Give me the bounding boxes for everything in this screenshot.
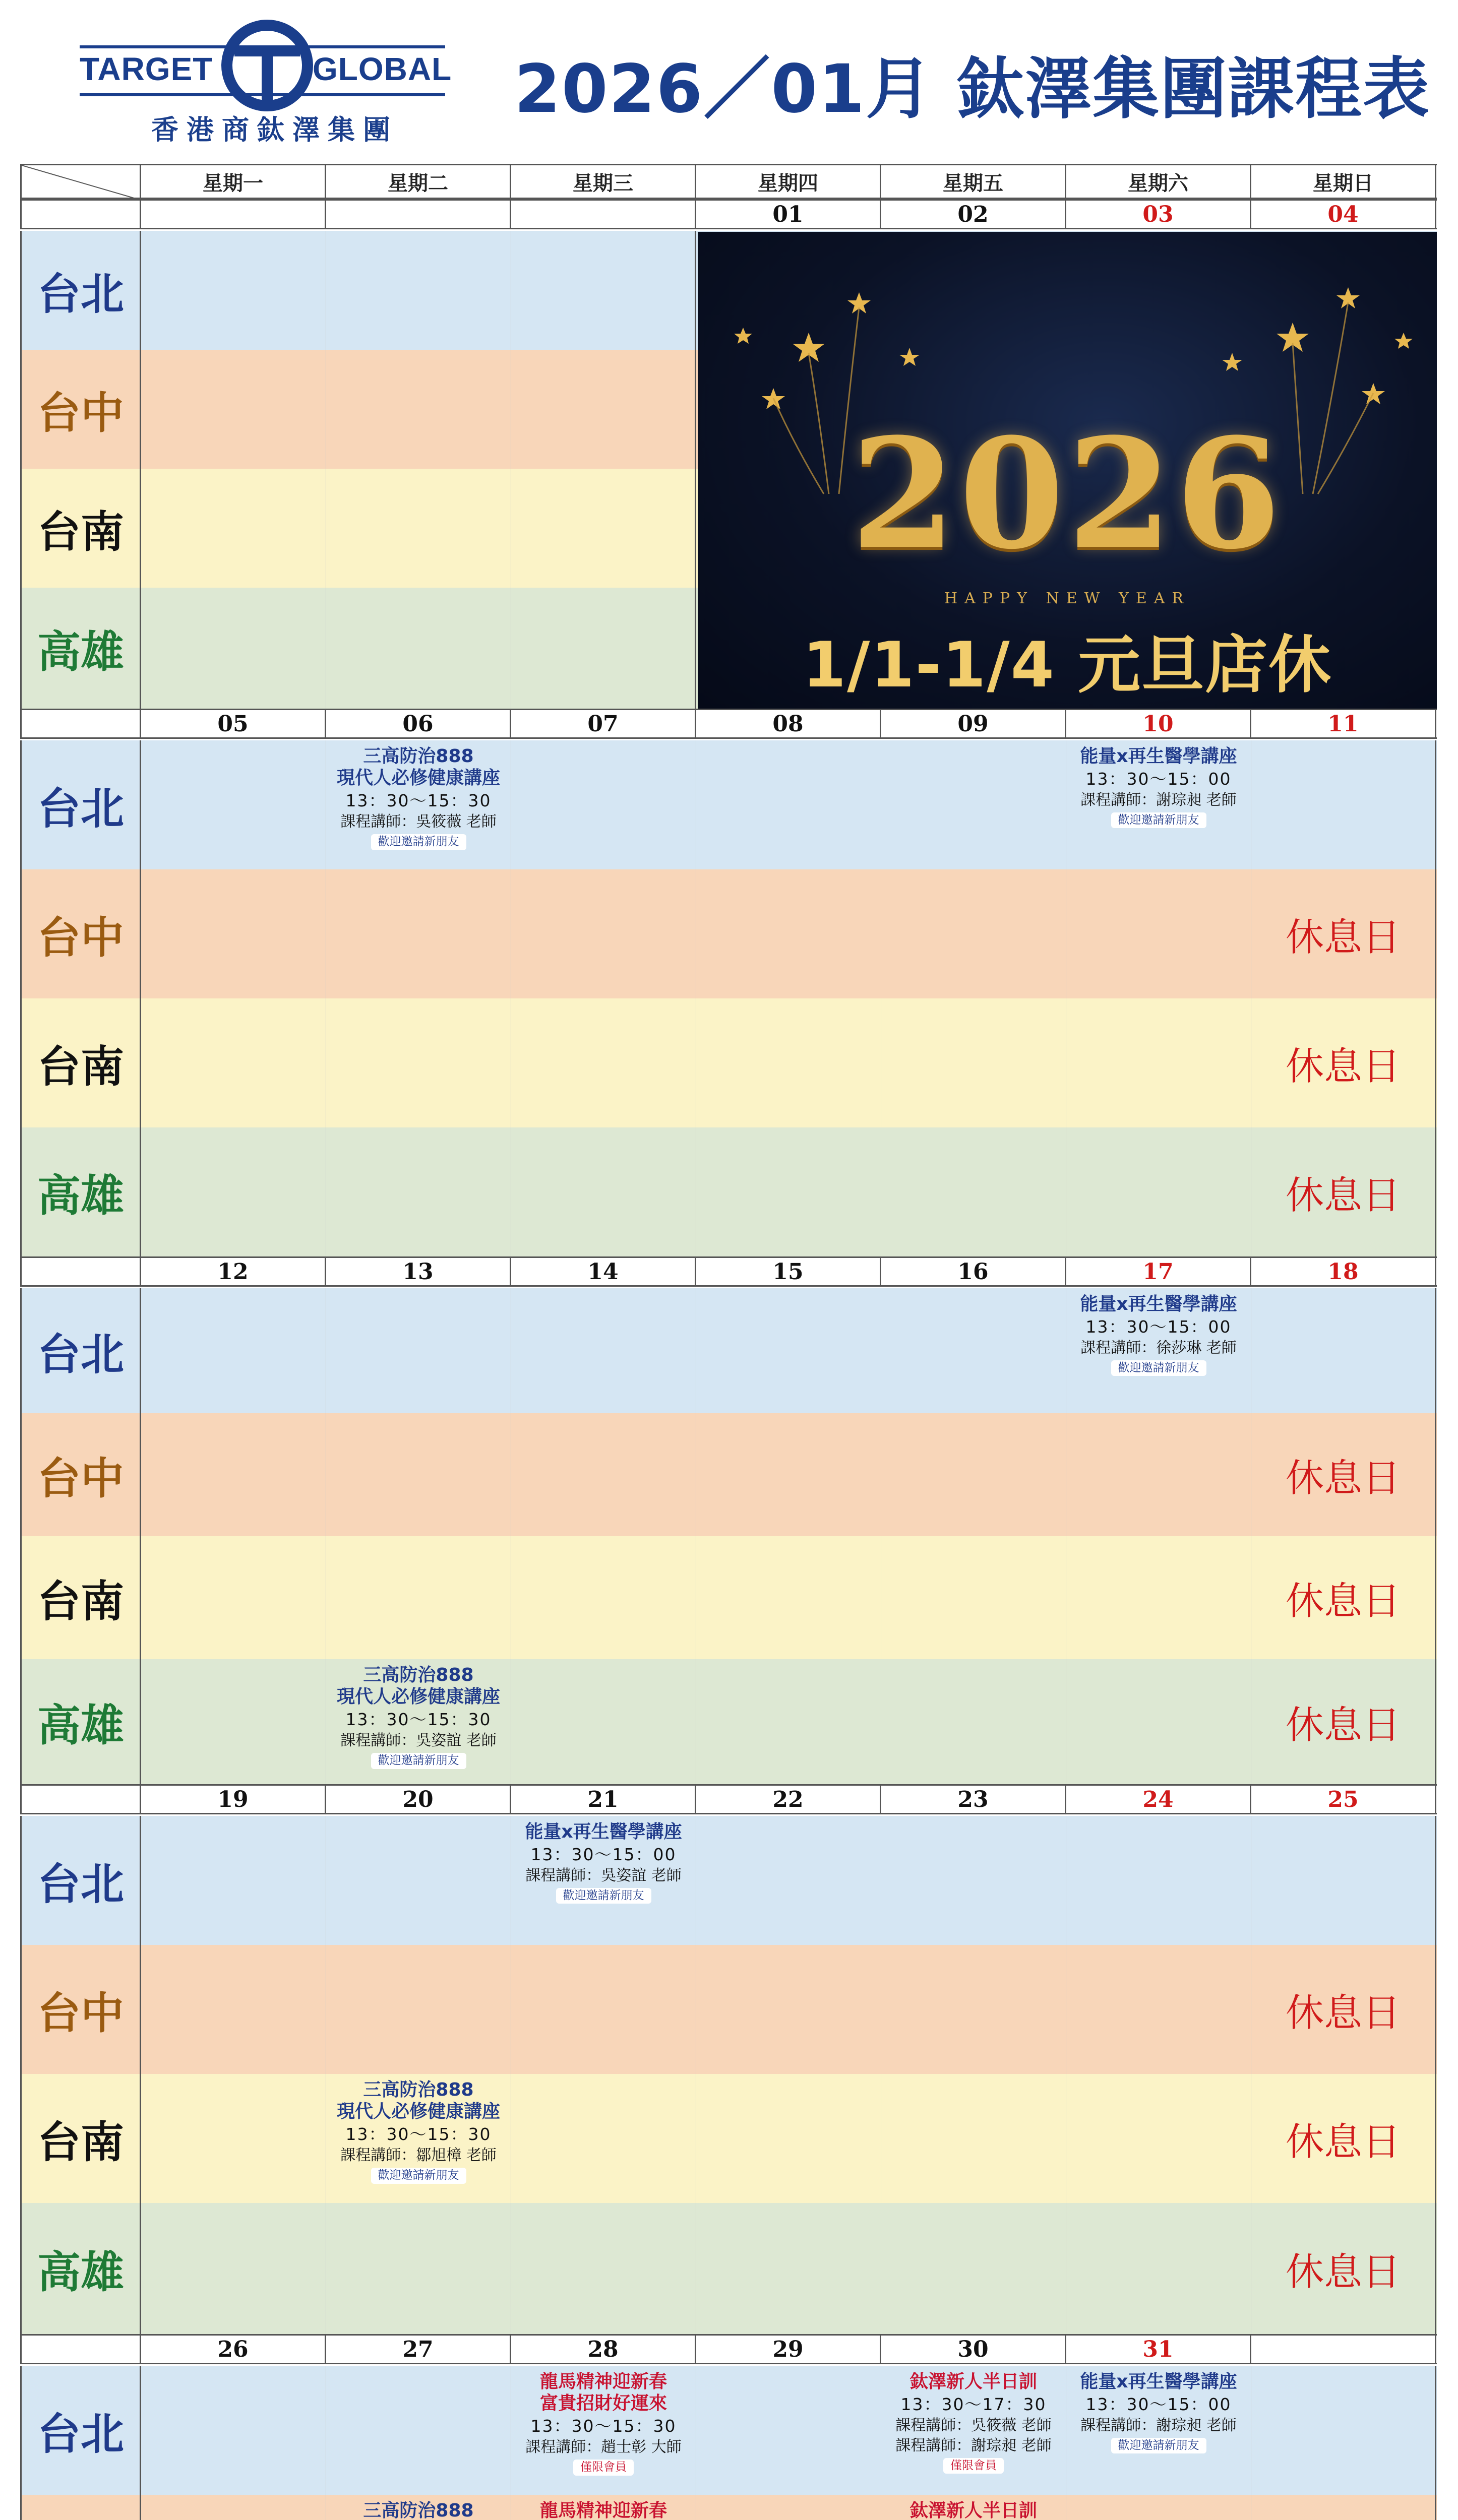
day-cell <box>141 1659 326 1784</box>
course-tag: 歡迎邀請新朋友 <box>371 834 466 850</box>
day-cell <box>696 1816 881 1945</box>
date-row-week-2 <box>20 1256 1437 1287</box>
date-cell <box>141 201 326 228</box>
day-cell <box>326 2495 511 2520</box>
region-label-taipei: 台北 <box>20 231 141 350</box>
day-cell <box>141 1127 326 1256</box>
date-cell: 02 <box>881 201 1066 228</box>
date-cell: 26 <box>141 2336 326 2363</box>
course-time: 13：30～15：00 <box>1085 1317 1232 1337</box>
course-title: 三高防治888 <box>363 746 474 767</box>
course-time: 13：30～15：00 <box>1085 769 1232 789</box>
day-cell <box>511 2203 696 2334</box>
course-title: 三高防治888 <box>363 2500 474 2520</box>
region-row-taipei-week-1 <box>20 740 1437 869</box>
day-cell <box>1066 2366 1251 2495</box>
date-cell: 15 <box>696 1258 881 1285</box>
day-cell <box>1251 1816 1436 1945</box>
logo-chinese-name: 香港商鈦澤集團 <box>151 114 398 146</box>
date-cell: 13 <box>326 1258 511 1285</box>
day-cell <box>881 2366 1066 2495</box>
date-cell <box>326 201 511 228</box>
day-cell <box>511 998 696 1127</box>
day-cell <box>696 2495 881 2520</box>
date-row-week-0 <box>20 199 1437 229</box>
region-label-kaohsiung: 高雄 <box>20 1127 141 1256</box>
day-cell <box>141 588 326 709</box>
course-time: 13：30～15：30 <box>530 2416 677 2436</box>
weekday-fri: 星期五 <box>881 165 1066 198</box>
region-label-taipei: 台北 <box>20 1816 141 1945</box>
date-cell: 31 <box>1066 2336 1251 2363</box>
course-title: 能量x再生醫學講座 <box>525 1821 682 1842</box>
new-year-closed-notice: 1/1-1/4 元旦店休 <box>802 629 1332 702</box>
day-cell <box>881 869 1066 998</box>
course-time: 13：30～15：00 <box>1085 2395 1232 2415</box>
weekday-sat: 星期六 <box>1066 165 1251 198</box>
course-tag: 歡迎邀請新朋友 <box>371 2168 466 2184</box>
date-cell: 27 <box>326 2336 511 2363</box>
day-cell <box>881 998 1066 1127</box>
day-cell <box>696 998 881 1127</box>
day-cell <box>696 1945 881 2074</box>
course-time: 13：30～15：00 <box>530 1845 677 1865</box>
course-teacher: 課程講師：鄒旭樟 老師 <box>340 2146 497 2164</box>
day-cell <box>1066 998 1251 1127</box>
new-year-greeting: HAPPY NEW YEAR <box>944 590 1191 607</box>
day-cell <box>1251 1945 1436 2074</box>
date-cell: 19 <box>141 1786 326 1813</box>
rest-day-label: 休息日 <box>1286 1043 1401 1089</box>
date-cell: 11 <box>1251 710 1436 737</box>
weekday-wed: 星期三 <box>511 165 696 198</box>
rest-day-label: 休息日 <box>1286 2119 1401 2164</box>
course-title: 能量x再生醫學講座 <box>1080 746 1237 767</box>
day-cell <box>141 1413 326 1536</box>
date-cell: 29 <box>696 2336 881 2363</box>
course-title: 三高防治888 <box>363 1665 474 1685</box>
course-title: 鈦澤新人半日訓 <box>909 2500 1037 2520</box>
day-cell <box>326 869 511 998</box>
date-cell: 28 <box>511 2336 696 2363</box>
region-label-kaohsiung: 高雄 <box>20 1659 141 1784</box>
course-tag: 僅限會員 <box>573 2460 634 2476</box>
day-cell <box>1066 869 1251 998</box>
day-cell <box>326 1816 511 1945</box>
region-label-taichung: 台中 <box>20 869 141 998</box>
course-teacher: 課程講師：謝琮昶 老師 <box>1080 2416 1237 2434</box>
day-cell <box>881 1127 1066 1256</box>
region-row-kaohsiung-week-3 <box>20 2203 1437 2334</box>
day-cell <box>511 1536 696 1659</box>
course-event[interactable] <box>1066 2371 1251 2453</box>
day-cell <box>881 1945 1066 2074</box>
date-cell: 17 <box>1066 1258 1251 1285</box>
day-cell <box>881 2495 1066 2520</box>
region-row-tainan-week-1 <box>20 998 1437 1127</box>
region-label-kaohsiung: 高雄 <box>20 588 141 709</box>
day-cell <box>326 2366 511 2495</box>
weekday-thu: 星期四 <box>696 165 881 198</box>
region-label-taichung: 台中 <box>20 350 141 469</box>
page-header <box>0 0 1458 156</box>
course-time: 13：30～15：30 <box>345 1710 492 1730</box>
day-cell <box>326 1536 511 1659</box>
region-label-taipei: 台北 <box>20 740 141 869</box>
weekday-sun: 星期日 <box>1251 165 1436 198</box>
course-event[interactable] <box>326 1664 511 1769</box>
region-row-taichung-week-3 <box>20 1945 1437 2074</box>
rest-day-label: 休息日 <box>1286 1455 1401 1500</box>
date-cell <box>1251 2336 1436 2363</box>
day-cell <box>1066 1536 1251 1659</box>
weekday-tue: 星期二 <box>326 165 511 198</box>
day-cell <box>881 1536 1066 1659</box>
day-cell <box>1251 1413 1436 1536</box>
region-row-kaohsiung-week-1 <box>20 1127 1437 1256</box>
date-row-label <box>20 1786 141 1813</box>
course-title: 三高防治888 <box>363 2080 474 2100</box>
day-cell <box>511 740 696 869</box>
course-subtitle: 現代人必修健康講座 <box>336 1686 500 1708</box>
day-cell <box>881 1288 1066 1413</box>
region-row-taichung-week-2 <box>20 1413 1437 1536</box>
course-time: 13：30～17：30 <box>900 2395 1047 2415</box>
corner-cell <box>20 165 141 198</box>
date-cell <box>511 201 696 228</box>
day-cell <box>326 740 511 869</box>
day-cell <box>696 1288 881 1413</box>
day-cell <box>1251 1288 1436 1413</box>
day-cell <box>141 469 326 588</box>
course-subtitle: 現代人必修健康講座 <box>336 768 500 789</box>
region-label-taichung: 台中 <box>20 1413 141 1536</box>
day-cell <box>1066 2203 1251 2334</box>
day-cell <box>1251 2495 1436 2520</box>
date-cell: 22 <box>696 1786 881 1813</box>
corner-diagonal-line <box>22 165 143 201</box>
day-cell <box>1066 740 1251 869</box>
day-cell <box>1251 2203 1436 2334</box>
date-row-label <box>20 2336 141 2363</box>
course-event[interactable] <box>1066 1293 1251 1376</box>
day-cell <box>141 1288 326 1413</box>
day-cell <box>1066 1288 1251 1413</box>
region-label-taipei: 台北 <box>20 1288 141 1413</box>
region-row-taipei-week-3 <box>20 1816 1437 1945</box>
day-cell <box>881 1659 1066 1784</box>
day-cell <box>511 1816 696 1945</box>
rest-day-label: 休息日 <box>1286 1172 1401 1218</box>
day-cell <box>696 1413 881 1536</box>
date-cell: 06 <box>326 710 511 737</box>
date-row-label <box>20 710 141 737</box>
region-label-taichung: 台中 <box>20 1945 141 2074</box>
region-row-taichung-week-4 <box>20 2495 1437 2520</box>
day-cell <box>511 1127 696 1256</box>
region-label-taipei: 台北 <box>20 2366 141 2495</box>
course-event[interactable] <box>1066 745 1251 828</box>
day-cell <box>326 2074 511 2203</box>
day-cell <box>326 1127 511 1256</box>
course-event[interactable] <box>326 2079 511 2184</box>
day-cell <box>1066 1659 1251 1784</box>
day-cell <box>326 1945 511 2074</box>
date-cell: 10 <box>1066 710 1251 737</box>
day-cell <box>696 2366 881 2495</box>
day-cell <box>326 350 511 469</box>
day-cell <box>141 1536 326 1659</box>
day-cell <box>696 1127 881 1256</box>
day-cell <box>511 588 696 709</box>
day-cell <box>1066 1413 1251 1536</box>
region-label-tainan: 台南 <box>20 2074 141 2203</box>
logo-mark-icon <box>214 15 320 116</box>
date-cell: 18 <box>1251 1258 1436 1285</box>
day-cell <box>881 740 1066 869</box>
day-cell <box>326 588 511 709</box>
day-cell <box>881 2203 1066 2334</box>
day-cell <box>696 869 881 998</box>
date-cell: 07 <box>511 710 696 737</box>
day-cell <box>326 231 511 350</box>
course-subtitle: 現代人必修健康講座 <box>336 2101 500 2122</box>
day-cell <box>141 1945 326 2074</box>
day-cell <box>1066 2495 1251 2520</box>
date-cell: 04 <box>1251 201 1436 228</box>
course-event[interactable] <box>881 2371 1066 2474</box>
course-time: 13：30～15：30 <box>345 791 492 811</box>
weekday-mon: 星期一 <box>141 165 326 198</box>
course-event[interactable] <box>511 2371 696 2476</box>
day-cell <box>881 2074 1066 2203</box>
date-cell: 09 <box>881 710 1066 737</box>
course-event[interactable] <box>511 2500 696 2520</box>
day-cell <box>511 1945 696 2074</box>
day-cell <box>696 1659 881 1784</box>
day-cell <box>1066 1945 1251 2074</box>
day-cell <box>326 998 511 1127</box>
day-cell <box>141 350 326 469</box>
course-event[interactable] <box>881 2500 1066 2520</box>
day-cell <box>326 469 511 588</box>
day-cell <box>511 869 696 998</box>
day-cell <box>881 1816 1066 1945</box>
date-row-week-3 <box>20 1784 1437 1814</box>
course-event[interactable] <box>511 1821 696 1904</box>
date-cell: 16 <box>881 1258 1066 1285</box>
course-time: 13：30～15：30 <box>345 2124 492 2145</box>
course-event[interactable] <box>326 2500 511 2520</box>
day-cell <box>1251 1127 1436 1256</box>
region-row-taichung-week-1 <box>20 869 1437 998</box>
day-cell <box>141 2203 326 2334</box>
course-title: 能量x再生醫學講座 <box>1080 2371 1237 2392</box>
course-tag: 歡迎邀請新朋友 <box>1111 812 1206 829</box>
logo-text-left: TARGET <box>80 51 213 87</box>
date-cell: 21 <box>511 1786 696 1813</box>
day-cell <box>1251 740 1436 869</box>
day-cell <box>326 1413 511 1536</box>
rest-day-label <box>1251 2495 1435 2520</box>
new-year-banner <box>698 232 1437 709</box>
course-title: 龍馬精神迎新春 <box>539 2500 667 2520</box>
day-cell <box>1251 869 1436 998</box>
day-cell <box>696 1536 881 1659</box>
region-label-tainan: 台南 <box>20 469 141 588</box>
date-cell: 30 <box>881 2336 1066 2363</box>
day-cell <box>326 2203 511 2334</box>
date-cell: 14 <box>511 1258 696 1285</box>
day-cell <box>1251 1659 1436 1784</box>
day-cell <box>881 1413 1066 1536</box>
date-cell: 24 <box>1066 1786 1251 1813</box>
day-cell <box>141 998 326 1127</box>
day-cell <box>1066 1816 1251 1945</box>
region-row-kaohsiung-week-2 <box>20 1659 1437 1784</box>
region-row-tainan-week-3 <box>20 2074 1437 2203</box>
day-cell <box>511 1288 696 1413</box>
day-cell <box>511 2366 696 2495</box>
day-cell <box>696 2074 881 2203</box>
page-title: 2026／01月 鈦澤集團課程表 <box>514 50 1431 128</box>
date-cell: 01 <box>696 201 881 228</box>
course-teacher: 課程講師：吳筱薇 老師 <box>340 812 497 831</box>
course-title: 龍馬精神迎新春 <box>539 2371 667 2392</box>
day-cell <box>511 231 696 350</box>
date-cell: 05 <box>141 710 326 737</box>
day-cell <box>511 2495 696 2520</box>
course-tag: 歡迎邀請新朋友 <box>1111 2438 1206 2454</box>
date-cell: 08 <box>696 710 881 737</box>
course-event[interactable] <box>326 745 511 850</box>
day-cell <box>511 469 696 588</box>
course-teacher: 課程講師：謝琮昶 老師 <box>1080 791 1237 809</box>
region-label-tainan: 台南 <box>20 998 141 1127</box>
day-cell <box>326 1659 511 1784</box>
region-row-taipei-week-2 <box>20 1288 1437 1413</box>
weekday-header-row <box>20 164 1437 199</box>
day-cell <box>141 1816 326 1945</box>
day-cell <box>1251 998 1436 1127</box>
day-cell <box>1251 1536 1436 1659</box>
day-cell <box>1066 1127 1251 1256</box>
course-teacher: 課程講師：謝琮昶 老師 <box>895 2436 1052 2454</box>
date-row-label <box>20 201 141 228</box>
day-cell <box>141 740 326 869</box>
day-cell <box>696 740 881 869</box>
rest-day-label: 休息日 <box>1286 914 1401 960</box>
company-logo <box>76 15 459 151</box>
date-row-label <box>20 1258 141 1285</box>
rest-day-label: 休息日 <box>1286 2249 1401 2294</box>
date-row-week-1 <box>20 709 1437 739</box>
day-cell <box>1251 2074 1436 2203</box>
course-title: 能量x再生醫學講座 <box>1080 1294 1237 1314</box>
course-tag: 僅限會員 <box>943 2458 1004 2474</box>
day-cell <box>141 869 326 998</box>
logo-text-right: GLOBAL <box>313 51 452 87</box>
new-year-year: 2026 <box>850 405 1284 583</box>
day-cell <box>141 2074 326 2203</box>
date-cell: 25 <box>1251 1786 1436 1813</box>
day-cell <box>1251 2366 1436 2495</box>
region-label-taichung <box>20 2495 141 2520</box>
rest-day-label: 休息日 <box>1286 1578 1401 1623</box>
rest-day-label: 休息日 <box>1286 1990 1401 2035</box>
region-label-tainan: 台南 <box>20 1536 141 1659</box>
day-cell <box>1066 2074 1251 2203</box>
day-cell <box>511 350 696 469</box>
date-cell: 03 <box>1066 201 1251 228</box>
day-cell <box>141 231 326 350</box>
course-tag: 歡迎邀請新朋友 <box>556 1888 651 1904</box>
day-cell <box>141 2495 326 2520</box>
date-cell: 12 <box>141 1258 326 1285</box>
course-teacher: 課程講師：趙士彰 大師 <box>525 2438 682 2456</box>
course-tag: 歡迎邀請新朋友 <box>1111 1360 1206 1376</box>
region-label-kaohsiung: 高雄 <box>20 2203 141 2334</box>
day-cell <box>511 1413 696 1536</box>
date-cell: 23 <box>881 1786 1066 1813</box>
course-teacher: 課程講師：吳姿誼 老師 <box>525 1866 682 1884</box>
course-teacher: 課程講師：吳姿誼 老師 <box>340 1731 497 1749</box>
day-cell <box>696 2203 881 2334</box>
date-row-week-4 <box>20 2334 1437 2364</box>
course-title: 鈦澤新人半日訓 <box>909 2371 1037 2392</box>
day-cell <box>511 2074 696 2203</box>
course-tag: 歡迎邀請新朋友 <box>371 1753 466 1769</box>
course-teacher: 課程講師：徐莎琳 老師 <box>1080 1339 1237 1357</box>
day-cell <box>141 2366 326 2495</box>
course-teacher: 課程講師：吳筱薇 老師 <box>895 2416 1052 2434</box>
day-cell <box>511 1659 696 1784</box>
region-row-taipei-week-4 <box>20 2366 1437 2495</box>
rest-day-label: 休息日 <box>1286 1702 1401 1747</box>
day-cell <box>326 1288 511 1413</box>
region-row-tainan-week-2 <box>20 1536 1437 1659</box>
date-cell: 20 <box>326 1786 511 1813</box>
course-subtitle: 富貴招財好運來 <box>539 2393 667 2414</box>
